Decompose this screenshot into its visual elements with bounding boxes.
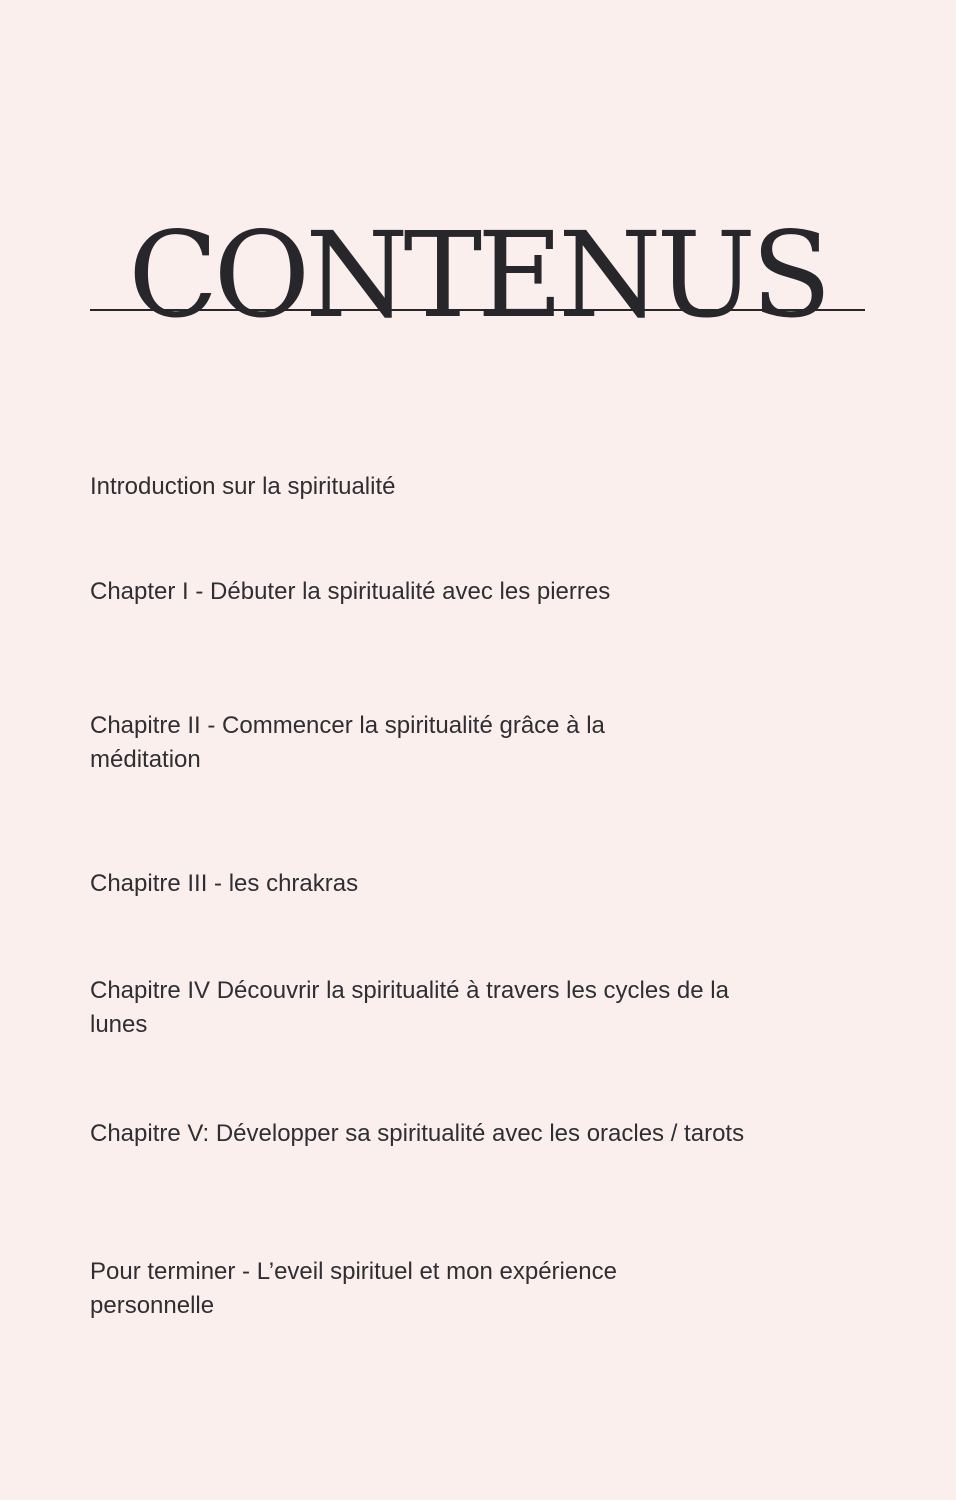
toc-item-chapter-3: Chapitre III - les chrakras [90,870,359,897]
toc-item-conclusion: Pour terminer - L’eveil spirituel et mon expérience personnelle [90,1258,617,1319]
title-block [90,200,865,350]
toc-item-chapter-2: Chapitre II - Commencer la spiritualité grâce à la méditation [90,712,605,773]
page-title: CONTENUS [128,206,827,344]
toc-item-chapter-5: Chapitre V: Développer sa spiritualité avec les oracles / tarots [90,1120,745,1147]
toc-item-chapter-1: Chapter I - Débuter la spiritualité avec les pierres [90,578,611,605]
toc-item-introduction: Introduction sur la spiritualité [90,473,396,500]
toc-item-chapter-4: Chapitre IV Découvrir la spiritualité à travers les cycles de la lunes [90,977,729,1038]
